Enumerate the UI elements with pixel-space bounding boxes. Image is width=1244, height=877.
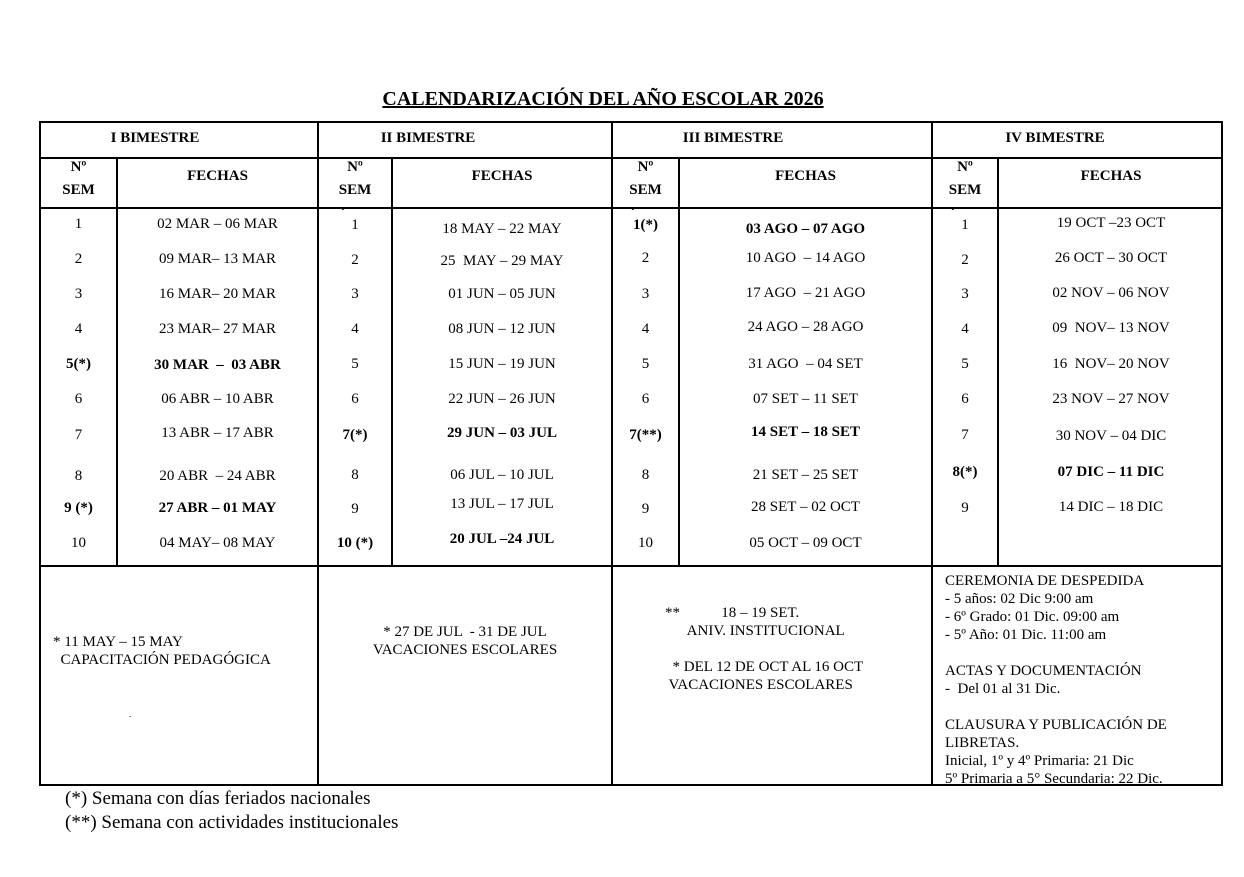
week-number: 4 bbox=[961, 321, 969, 337]
sem-header-line2: SEM bbox=[338, 182, 372, 198]
week-dates: 07 SET – 11 SET bbox=[752, 391, 858, 407]
week-dates: 16 NOV– 20 NOV bbox=[1052, 356, 1170, 372]
week-dates: 23 NOV – 27 NOV bbox=[1052, 391, 1170, 407]
week-number: 2 bbox=[74, 251, 83, 267]
week-dates: 21 SET – 25 SET bbox=[752, 467, 859, 483]
note-line: - 5 años: 02 Dic 9:00 am bbox=[945, 591, 1094, 607]
week-dates: 24 AGO – 28 AGO bbox=[747, 319, 864, 335]
week-dates: 09 MAR– 13 MAR bbox=[158, 251, 277, 267]
sem-header-line2: SEM bbox=[62, 182, 95, 198]
page-title: CALENDARIZACIÓN DEL AÑO ESCOLAR 2026 bbox=[382, 88, 824, 110]
week-dates: 02 MAR – 06 MAR bbox=[157, 216, 278, 232]
week-dates: 14 DIC – 18 DIC bbox=[1058, 499, 1164, 515]
note-line: Inicial, 1º y 4º Primaria: 21 Dic bbox=[945, 753, 1134, 769]
note-line: LIBRETAS. bbox=[945, 735, 1020, 751]
fechas-header-1: FECHAS bbox=[187, 168, 248, 184]
week-dates: 20 ABR – 24 ABR bbox=[159, 468, 276, 484]
week-number: 6 bbox=[961, 391, 969, 407]
week-number: 2 bbox=[351, 252, 359, 268]
fechas-header-2: FECHAS bbox=[471, 168, 533, 184]
note-line bbox=[945, 644, 1167, 662]
note-line: . bbox=[129, 709, 132, 719]
week-number: 1 bbox=[74, 216, 83, 232]
week-dates: 20 JUL –24 JUL bbox=[449, 531, 555, 547]
week-number: 2 bbox=[641, 250, 650, 266]
sem-header-line1: Nº bbox=[957, 159, 973, 175]
note-line: * DEL 12 DE OCT AL 16 OCT bbox=[665, 659, 864, 675]
week-dates: 22 JUN – 26 JUN bbox=[448, 391, 556, 407]
note-line: CAPACITACIÓN PEDAGÓGICA bbox=[53, 652, 271, 668]
week-number: 6 bbox=[641, 391, 650, 407]
week-number: 10 bbox=[71, 535, 86, 551]
week-number: 8 bbox=[641, 467, 650, 483]
divider bbox=[41, 565, 1221, 567]
week-number: 4 bbox=[351, 321, 359, 337]
week-dates: 17 AGO – 21 AGO bbox=[745, 285, 866, 301]
week-dates: 06 ABR – 10 ABR bbox=[161, 391, 274, 407]
sem-header-1 bbox=[41, 159, 116, 198]
week-number: 3 bbox=[641, 286, 650, 302]
week-dates: 28 SET – 02 OCT bbox=[751, 499, 860, 515]
week-number: 7(**) bbox=[629, 427, 662, 443]
note-line bbox=[945, 698, 1167, 716]
week-dates: 06 JUL – 10 JUL bbox=[450, 467, 554, 483]
sem-header-3 bbox=[613, 159, 678, 214]
week-number: 1(*) bbox=[633, 217, 658, 233]
sem-header-4 bbox=[933, 159, 997, 214]
week-number: 4 bbox=[641, 321, 650, 337]
week-dates: 04 MAY– 08 MAY bbox=[159, 535, 276, 551]
sem-header-line1: Nº bbox=[637, 159, 654, 175]
week-dates: 25 MAY – 29 MAY bbox=[440, 253, 564, 269]
week-number: 8(*) bbox=[952, 464, 978, 480]
note-line: VACACIONES ESCOLARES bbox=[372, 642, 558, 658]
note-line bbox=[665, 640, 863, 658]
week-number: 1 bbox=[961, 217, 969, 233]
week-dates: 14 SET – 18 SET bbox=[751, 424, 860, 440]
bimestre-3-notes bbox=[665, 604, 863, 694]
week-number: 10 (*) bbox=[336, 535, 374, 551]
week-number: 5 bbox=[351, 356, 359, 372]
note-line: - 5º Año: 01 Dic. 11:00 am bbox=[945, 627, 1107, 643]
week-number: 2 bbox=[961, 252, 969, 268]
week-number: 5 bbox=[641, 356, 650, 372]
sem-header-2 bbox=[319, 159, 391, 214]
sem-header-line2: SEM bbox=[629, 182, 662, 198]
note-line: CEREMONIA DE DESPEDIDA bbox=[945, 573, 1145, 589]
week-dates: 26 OCT – 30 OCT bbox=[1054, 250, 1168, 266]
week-number: 7 bbox=[961, 427, 969, 443]
week-number: 4 bbox=[74, 321, 83, 337]
calendar-table bbox=[39, 121, 1223, 786]
fechas-header-3: FECHAS bbox=[775, 168, 836, 184]
week-number: 8 bbox=[351, 467, 359, 483]
note-line bbox=[53, 669, 271, 687]
week-dates: 05 OCT – 09 OCT bbox=[749, 535, 862, 551]
week-dates: 30 NOV – 04 DIC bbox=[1055, 428, 1167, 444]
week-number: 9 bbox=[351, 501, 359, 517]
week-dates: 15 JUN – 19 JUN bbox=[448, 356, 556, 372]
note-line: 5º Primaria a 5° Secundaria: 22 Dic. bbox=[945, 771, 1163, 787]
week-dates: 23 MAR– 27 MAR bbox=[158, 321, 277, 337]
week-dates: 16 MAR– 20 MAR bbox=[158, 286, 277, 302]
note-line: * 27 DE JUL - 31 DE JUL bbox=[383, 624, 547, 640]
week-number: 9 bbox=[641, 501, 650, 517]
sem-header-line1: Nº bbox=[347, 159, 363, 175]
note-line: CLAUSURA Y PUBLICACIÓN DE bbox=[945, 717, 1167, 733]
sem-header-dot: . bbox=[631, 198, 635, 214]
week-number: 6 bbox=[351, 391, 359, 407]
week-number: 3 bbox=[961, 286, 969, 302]
week-dates: 19 OCT –23 OCT bbox=[1056, 215, 1166, 231]
week-dates: 31 AGO – 04 SET bbox=[748, 356, 863, 372]
week-dates: 08 JUN – 12 JUN bbox=[448, 321, 556, 337]
week-dates: 29 JUN – 03 JUL bbox=[446, 425, 557, 441]
bimestre-header-3: III BIMESTRE bbox=[682, 130, 784, 146]
week-number: 3 bbox=[74, 286, 83, 302]
legend-holiday: (*) Semana con días feriados nacionales bbox=[65, 788, 371, 809]
week-dates: 02 NOV – 06 NOV bbox=[1052, 285, 1170, 301]
sem-header-line2: SEM bbox=[948, 182, 982, 198]
note-line: VACACIONES ESCOLARES bbox=[665, 677, 853, 693]
week-dates: 09 NOV– 13 NOV bbox=[1052, 320, 1170, 336]
bimestre-4-notes bbox=[945, 572, 1167, 788]
bimestre-2-notes bbox=[319, 623, 611, 659]
legend-institutional: (**) Semana con actividades institucionales bbox=[65, 812, 399, 833]
week-number: 7(*) bbox=[342, 427, 368, 443]
week-dates: 13 JUL – 17 JUL bbox=[450, 496, 554, 512]
week-number: 3 bbox=[351, 286, 359, 302]
week-dates: 07 DIC – 11 DIC bbox=[1057, 464, 1165, 480]
week-number: 6 bbox=[74, 391, 83, 407]
week-dates: 27 ABR – 01 MAY bbox=[158, 500, 277, 516]
note-line: - Del 01 al 31 Dic. bbox=[945, 681, 1061, 697]
bimestre-header-4: IV BIMESTRE bbox=[1005, 130, 1105, 146]
legend bbox=[65, 787, 398, 835]
sem-header-line1: Nº bbox=[70, 159, 87, 175]
week-number: 10 bbox=[638, 535, 653, 551]
note-line: * 11 MAY – 15 MAY bbox=[53, 634, 183, 650]
bimestre-header-1: I BIMESTRE bbox=[110, 130, 200, 146]
sem-header-dot: . bbox=[341, 198, 345, 214]
week-number: 5 bbox=[961, 356, 969, 372]
week-number: 8 bbox=[74, 468, 83, 484]
note-line bbox=[53, 687, 271, 705]
bimestre-header-2: II BIMESTRE bbox=[380, 130, 476, 146]
sem-header-dot: . bbox=[951, 198, 955, 214]
week-number: 9 (*) bbox=[64, 500, 93, 516]
week-dates: 13 ABR – 17 ABR bbox=[161, 425, 274, 441]
fechas-header-4: FECHAS bbox=[1080, 168, 1142, 184]
week-number: 9 bbox=[961, 500, 969, 516]
week-number: 5(*) bbox=[66, 356, 91, 372]
week-dates: 01 JUN – 05 JUN bbox=[448, 286, 556, 302]
note-line: ANIV. INSTITUCIONAL bbox=[665, 623, 845, 639]
note-line: - 6º Grado: 01 Dic. 09:00 am bbox=[945, 609, 1120, 625]
week-dates: 18 MAY – 22 MAY bbox=[442, 221, 562, 237]
week-dates: 30 MAR – 03 ABR bbox=[154, 357, 281, 373]
week-number: 1 bbox=[351, 217, 359, 233]
week-dates: 10 AGO – 14 AGO bbox=[745, 250, 866, 266]
bimestre-1-notes bbox=[53, 633, 271, 723]
note-line: ** 18 – 19 SET. bbox=[665, 605, 800, 621]
week-number: 7 bbox=[74, 427, 83, 443]
week-dates: 03 AGO – 07 AGO bbox=[745, 221, 866, 237]
note-line: ACTAS Y DOCUMENTACIÓN bbox=[945, 663, 1142, 679]
